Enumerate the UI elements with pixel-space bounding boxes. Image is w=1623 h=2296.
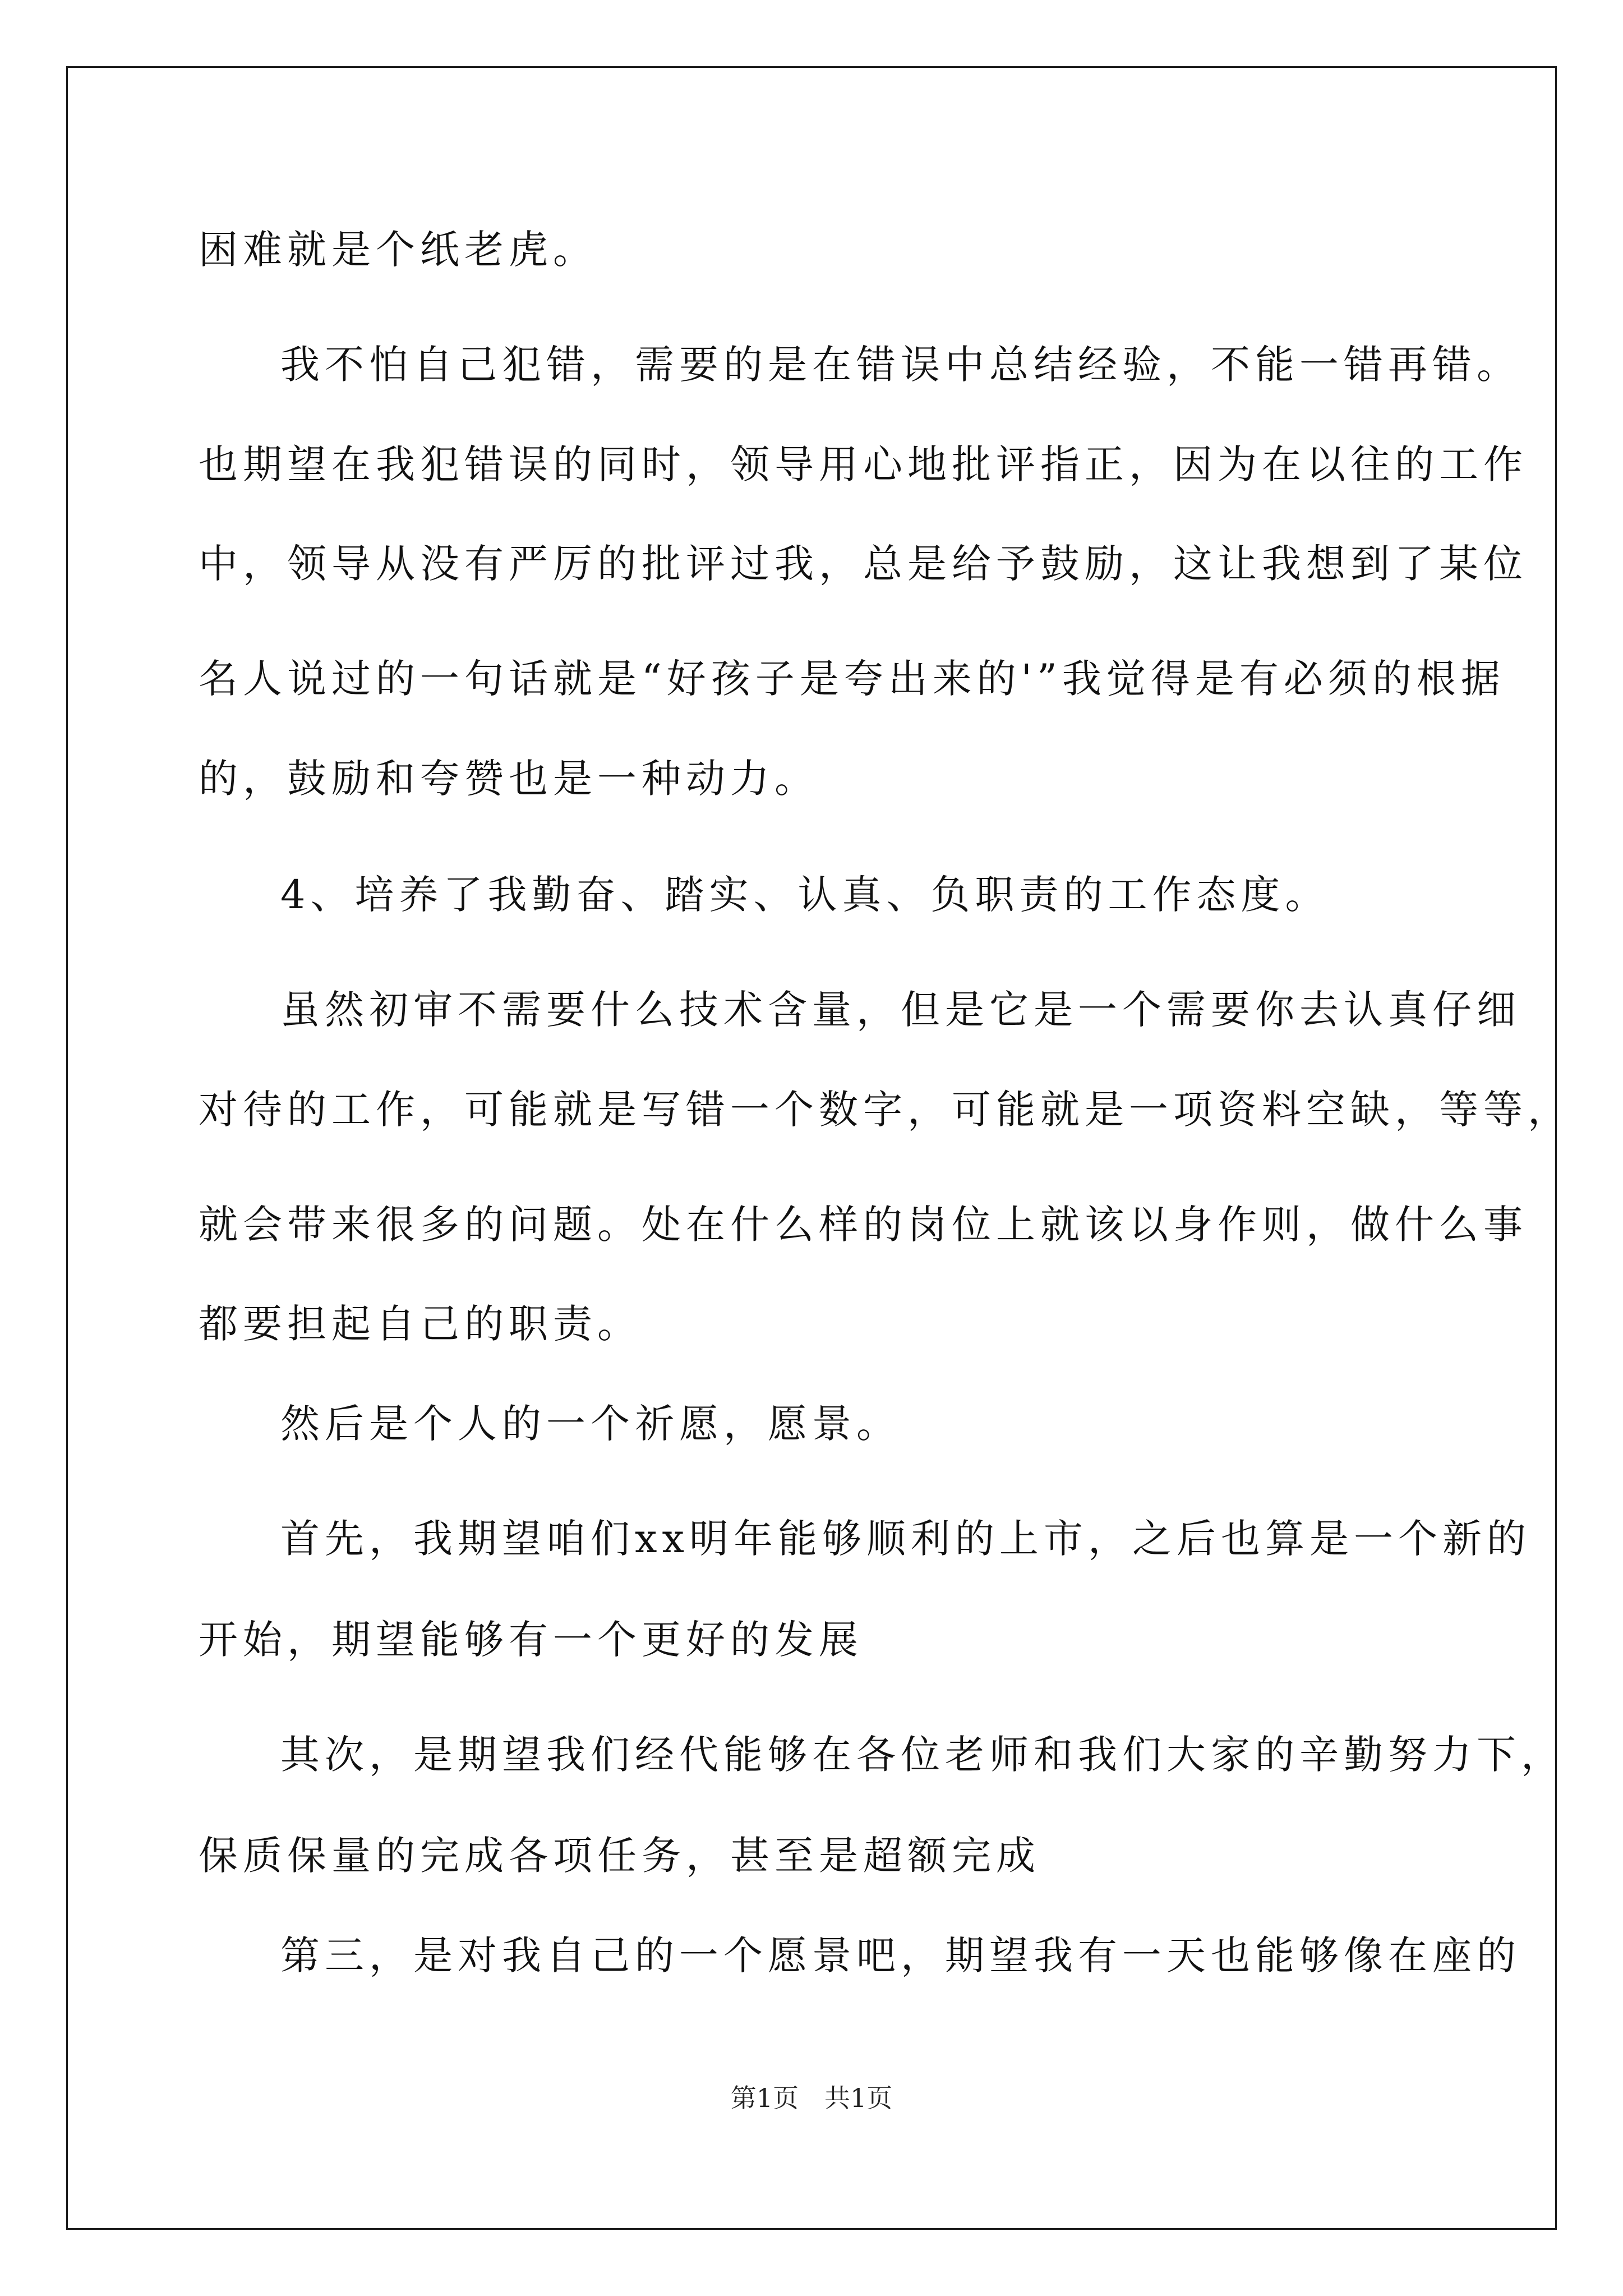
text-line: 开始，期望能够有一个更好的发展	[199, 1617, 863, 1663]
text-line: 我不怕自己犯错，需要的是在错误中总结经验，不能一错再错。	[280, 342, 1521, 388]
text-line: 首先，我期望咱们xx明年能够顺利的上市，之后也算是一个新的	[280, 1516, 1531, 1562]
text-line: 就会带来很多的问题。处在什么样的岗位上就该以身作则，做什么事	[199, 1202, 1528, 1248]
text-line: 对待的工作，可能就是写错一个数字，可能就是一项资料空缺，等等，	[199, 1087, 1572, 1133]
text-line: 然后是个人的一个祈愿，愿景。	[280, 1401, 901, 1447]
text-line: 中，领导从没有严厉的批评过我，总是给予鼓励，这让我想到了某位	[199, 541, 1528, 587]
text-line: 4、培养了我勤奋、踏实、认真、负职责的工作态度。	[280, 872, 1330, 918]
text-line: 名人说过的一句话就是“好孩子是夸出来的'”我觉得是有必须的根据	[199, 656, 1505, 702]
page-footer: 第1页 共1页	[730, 2083, 893, 2113]
text-line: 也期望在我犯错误的同时，领导用心地批评指正，因为在以往的工作	[199, 441, 1528, 487]
text-line: 困难就是个纸老虎。	[199, 227, 597, 273]
text-line: 其次，是期望我们经代能够在各位老师和我们大家的辛勤努力下，	[280, 1732, 1565, 1778]
text-line: 都要担起自己的职责。	[199, 1301, 642, 1347]
text-line: 的，鼓励和夸赞也是一种动力。	[199, 756, 819, 802]
text-line: 第三，是对我自己的一个愿景吧，期望我有一天也能够像在座的	[280, 1932, 1521, 1978]
text-line: 保质保量的完成各项任务，甚至是超额完成	[199, 1833, 1040, 1879]
text-line: 虽然初审不需要什么技术含量，但是它是一个需要你去认真仔细	[280, 987, 1521, 1033]
